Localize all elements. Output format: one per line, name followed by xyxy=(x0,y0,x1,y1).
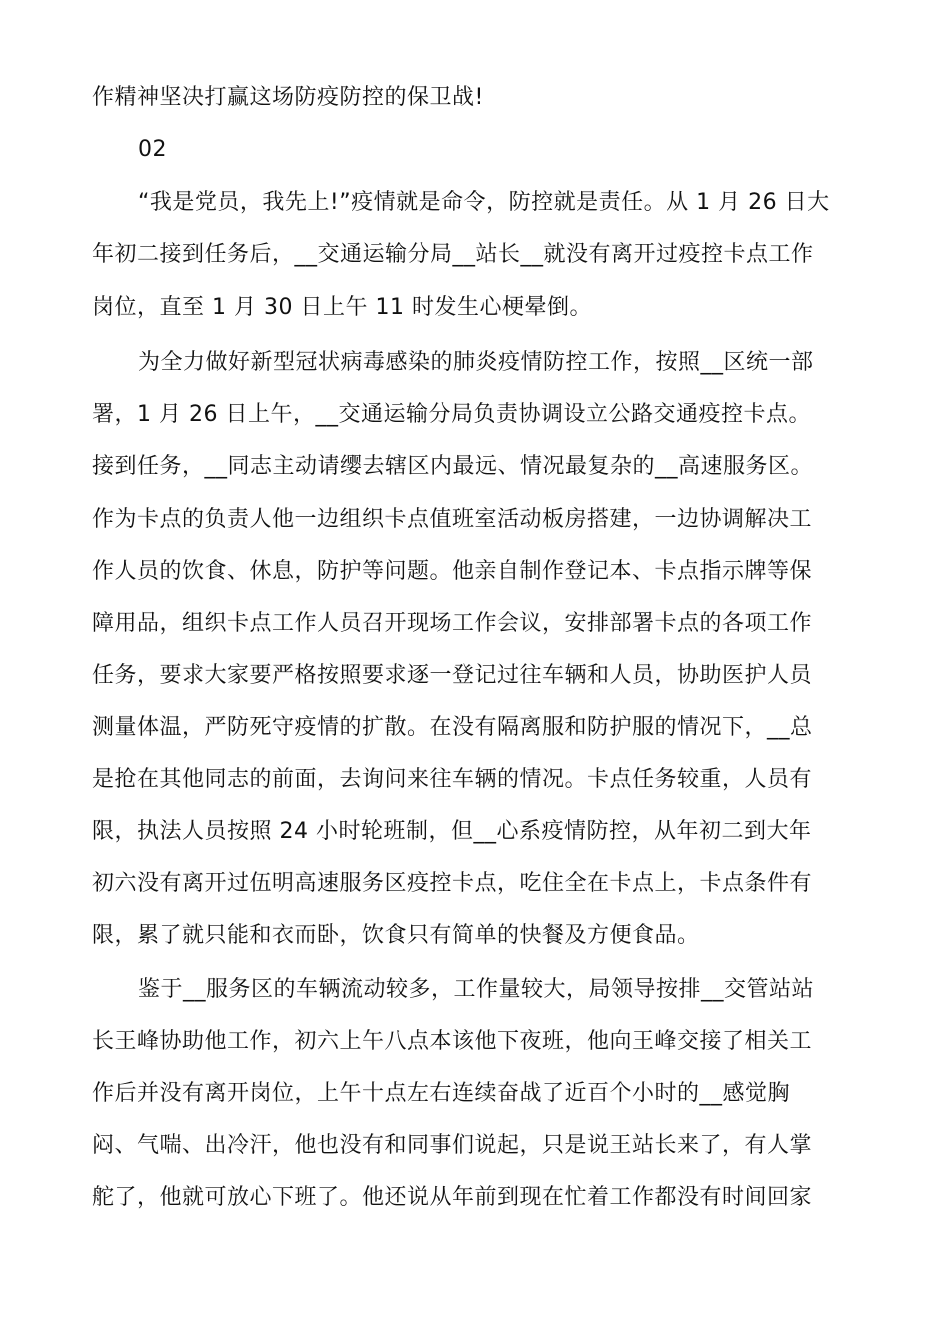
text-line-9: 作为卡点的负责人他一边组织卡点值班室活动板房搭建，一边协调解决工 xyxy=(92,507,813,532)
text-line-5: 岗位，直至 1 月 30 日上午 11 时发生心梗晕倒。 xyxy=(92,295,592,320)
text-line-10: 作人员的饮食、休息，防护等问题。他亲自制作登记本、卡点指示牌等保 xyxy=(92,559,813,584)
text-line-15: 限，执法人员按照 24 小时轮班制，但__心系疫情防控，从年初二到大年 xyxy=(92,819,812,844)
text-line-4: 年初二接到任务后，__交通运输分局__站长__就没有离开过疫控卡点工作 xyxy=(92,242,814,267)
text-line-21: 闷、气喘、出冷汗，他也没有和同事们说起，只是说王站长来了，有人掌 xyxy=(92,1133,813,1158)
text-line-8: 接到任务，__同志主动请缨去辖区内最远、情况最复杂的__高速服务区。 xyxy=(92,454,814,479)
text-line-7: 署，1 月 26 日上午，__交通运输分局负责协调设立公路交通疫控卡点。 xyxy=(92,402,811,427)
section-number: 02 xyxy=(138,137,167,162)
text-line-22: 舵了，他就可放心下班了。他还说从年前到现在忙着工作都没有时间回家 xyxy=(92,1185,813,1210)
text-line-3: “我是党员，我先上!”疫情就是命令，防控就是责任。从 1 月 26 日大 xyxy=(138,190,830,215)
text-line-1: 作精神坚决打赢这场防疫防控的保卫战! xyxy=(92,85,484,110)
text-line-17: 限，累了就只能和衣而卧，饮食只有简单的快餐及方便食品。 xyxy=(92,923,700,948)
text-line-13: 测量体温，严防死守疫情的扩散。在没有隔离服和防护服的情况下，__总 xyxy=(92,715,813,740)
text-line-20: 作后并没有离开岗位，上午十点左右连续奋战了近百个小时的__感觉胸 xyxy=(92,1081,791,1106)
text-line-18: 鉴于__服务区的车辆流动较多，工作量较大，局领导按排__交管站站 xyxy=(138,977,815,1002)
text-line-11: 障用品，组织卡点工作人员召开现场工作会议，安排部署卡点的各项工作 xyxy=(92,611,813,636)
text-line-16: 初六没有离开过伍明高速服务区疫控卡点，吃住全在卡点上，卡点条件有 xyxy=(92,871,813,896)
text-line-19: 长王峰协助他工作，初六上午八点本该他下夜班，他向王峰交接了相关工 xyxy=(92,1029,813,1054)
text-line-6: 为全力做好新型冠状病毒感染的肺炎疫情防控工作，按照__区统一部 xyxy=(138,350,814,375)
text-line-12: 任务，要求大家要严格按照要求逐一登记过往车辆和人员，协助医护人员 xyxy=(92,663,813,688)
text-line-14: 是抢在其他同志的前面，去询问来往车辆的情况。卡点任务较重，人员有 xyxy=(92,767,813,792)
